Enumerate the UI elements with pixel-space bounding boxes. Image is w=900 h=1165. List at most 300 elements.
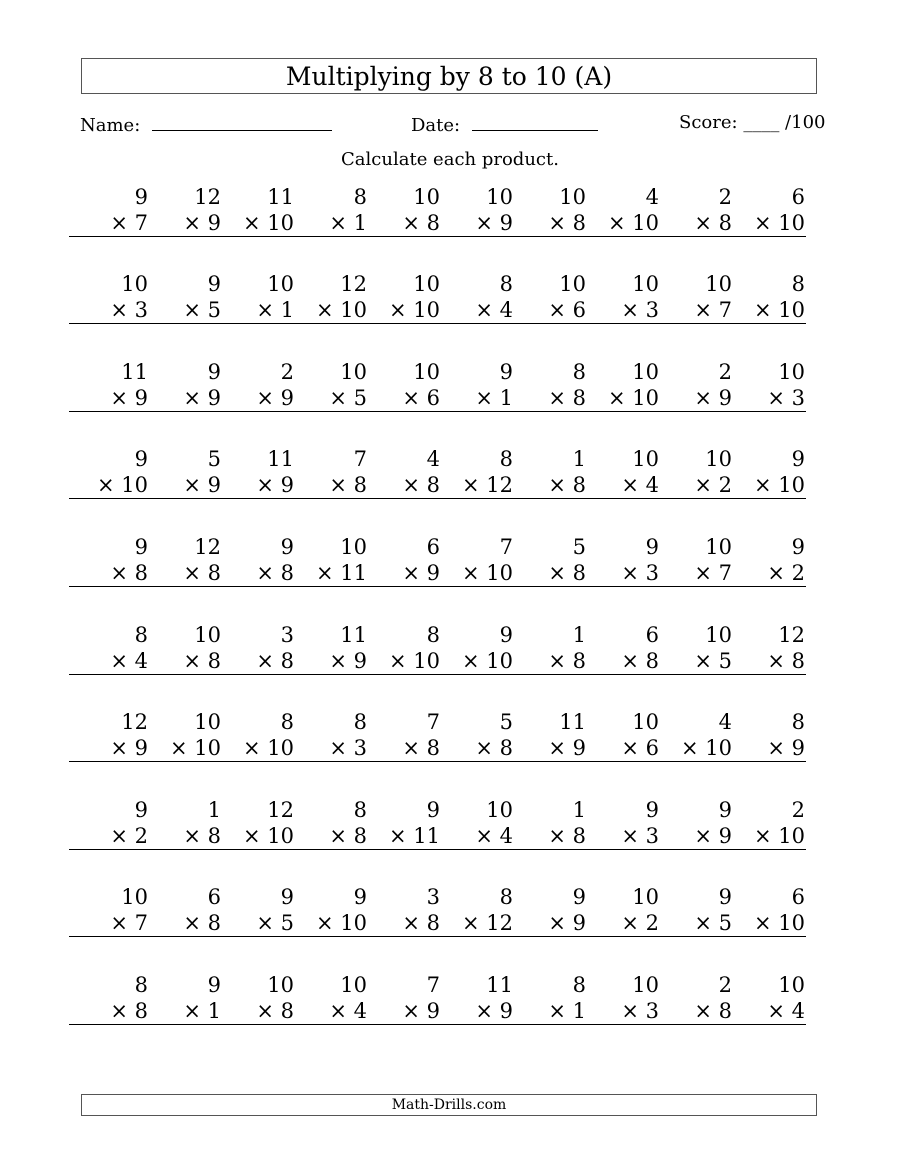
- problem: [434, 797, 514, 855]
- multiplicand: 8: [499, 447, 513, 471]
- problem: [215, 184, 295, 242]
- multiplicand: 8: [134, 973, 148, 997]
- multiplicand: 10: [778, 360, 805, 384]
- score-label: Score:: [679, 112, 738, 133]
- multiplicand: 9: [134, 185, 148, 209]
- multiplicand: 8: [572, 360, 586, 384]
- multiplicand: 9: [499, 623, 513, 647]
- problem: [507, 709, 587, 767]
- multiplier: × 7: [69, 210, 149, 237]
- problem: [142, 359, 222, 417]
- multiplier: × 10: [215, 823, 295, 850]
- multiplier: × 4: [434, 823, 514, 850]
- multiplier: × 5: [288, 385, 368, 412]
- multiplicand: 10: [121, 272, 148, 296]
- multiplicand: 1: [572, 623, 586, 647]
- multiplicand: 10: [121, 885, 148, 909]
- problem: [653, 884, 733, 942]
- multiplicand: 4: [718, 710, 732, 734]
- problem: [288, 797, 368, 855]
- multiplicand: 4: [426, 447, 440, 471]
- problem: [142, 446, 222, 504]
- problem: [69, 184, 149, 242]
- multiplier: × 9: [434, 998, 514, 1025]
- multiplicand: 7: [499, 535, 513, 559]
- problem: [507, 534, 587, 592]
- multiplicand: 8: [572, 973, 586, 997]
- multiplicand: 8: [353, 798, 367, 822]
- multiplier: × 11: [361, 823, 441, 850]
- multiplicand: 11: [559, 710, 586, 734]
- problem: [215, 972, 295, 1030]
- problem: [142, 884, 222, 942]
- multiplicand: 7: [426, 710, 440, 734]
- multiplier: × 5: [142, 297, 222, 324]
- problem: [361, 184, 441, 242]
- multiplicand: 10: [486, 185, 513, 209]
- problem: [69, 622, 149, 680]
- problem: [653, 709, 733, 767]
- multiplicand: 10: [705, 272, 732, 296]
- problem: [142, 184, 222, 242]
- problem: [580, 446, 660, 504]
- multiplier: × 9: [288, 648, 368, 675]
- multiplicand: 11: [121, 360, 148, 384]
- multiplicand: 9: [280, 885, 294, 909]
- problem: [507, 446, 587, 504]
- problem: [288, 446, 368, 504]
- problem: [653, 797, 733, 855]
- multiplier: × 8: [361, 210, 441, 237]
- multiplier: × 10: [69, 472, 149, 499]
- problem: [361, 359, 441, 417]
- multiplicand: 10: [632, 973, 659, 997]
- multiplicand: 10: [194, 623, 221, 647]
- problem: [653, 271, 733, 329]
- multiplicand: 9: [134, 798, 148, 822]
- multiplier: × 1: [434, 385, 514, 412]
- multiplier: × 2: [580, 910, 660, 937]
- multiplicand: 6: [791, 185, 805, 209]
- multiplier: × 8: [142, 560, 222, 587]
- problem: [653, 534, 733, 592]
- problem: [507, 359, 587, 417]
- multiplier: × 9: [142, 385, 222, 412]
- multiplier: × 10: [726, 823, 806, 850]
- multiplicand: 10: [705, 623, 732, 647]
- problem: [653, 446, 733, 504]
- multiplier: × 7: [653, 297, 733, 324]
- problem: [726, 884, 806, 942]
- problem: [288, 709, 368, 767]
- problem: [434, 709, 514, 767]
- problem: [361, 446, 441, 504]
- problem: [507, 271, 587, 329]
- multiplicand: 2: [718, 185, 732, 209]
- problem: [726, 184, 806, 242]
- multiplicand: 11: [486, 973, 513, 997]
- multiplicand: 9: [353, 885, 367, 909]
- multiplicand: 10: [340, 360, 367, 384]
- problem: [69, 972, 149, 1030]
- multiplicand: 9: [207, 272, 221, 296]
- multiplicand: 6: [645, 623, 659, 647]
- problem: [726, 446, 806, 504]
- multiplicand: 10: [705, 535, 732, 559]
- multiplicand: 10: [194, 710, 221, 734]
- problem: [434, 359, 514, 417]
- problem: [288, 359, 368, 417]
- problem: [215, 622, 295, 680]
- multiplicand: 6: [426, 535, 440, 559]
- multiplicand: 10: [340, 973, 367, 997]
- problem: [580, 184, 660, 242]
- footer-credit: Math-Drills.com: [81, 1094, 817, 1116]
- multiplier: × 10: [215, 735, 295, 762]
- multiplicand: 12: [778, 623, 805, 647]
- multiplier: × 8: [215, 998, 295, 1025]
- problem: [215, 709, 295, 767]
- multiplicand: 10: [632, 272, 659, 296]
- multiplicand: 7: [426, 973, 440, 997]
- problem: [580, 884, 660, 942]
- multiplicand: 10: [632, 447, 659, 471]
- problem: [69, 709, 149, 767]
- problem: [361, 271, 441, 329]
- multiplier: × 8: [142, 910, 222, 937]
- multiplicand: 10: [486, 798, 513, 822]
- multiplicand: 11: [267, 185, 294, 209]
- problem: [726, 709, 806, 767]
- problem: [142, 271, 222, 329]
- multiplier: × 5: [653, 648, 733, 675]
- worksheet-title: Multiplying by 8 to 10 (A): [81, 58, 817, 94]
- multiplier: × 8: [580, 648, 660, 675]
- problem: [288, 972, 368, 1030]
- problem: [726, 271, 806, 329]
- multiplier: × 8: [653, 210, 733, 237]
- multiplicand: 9: [791, 447, 805, 471]
- multiplicand: 10: [632, 360, 659, 384]
- problem: [580, 271, 660, 329]
- problem: [507, 622, 587, 680]
- problem: [726, 972, 806, 1030]
- multiplicand: 10: [413, 360, 440, 384]
- multiplier: × 8: [434, 735, 514, 762]
- multiplicand: 10: [559, 272, 586, 296]
- multiplicand: 10: [413, 272, 440, 296]
- multiplier: × 9: [142, 472, 222, 499]
- multiplier: × 4: [288, 998, 368, 1025]
- multiplier: × 8: [288, 823, 368, 850]
- multiplier: × 10: [142, 735, 222, 762]
- problem: [580, 622, 660, 680]
- multiplicand: 8: [353, 185, 367, 209]
- multiplier: × 3: [726, 385, 806, 412]
- problem: [580, 709, 660, 767]
- multiplicand: 10: [340, 535, 367, 559]
- multiplicand: 10: [632, 710, 659, 734]
- multiplier: × 9: [215, 472, 295, 499]
- multiplier: × 8: [69, 998, 149, 1025]
- problem: [653, 359, 733, 417]
- multiplier: × 6: [361, 385, 441, 412]
- multiplicand: 9: [134, 447, 148, 471]
- multiplier: × 10: [580, 385, 660, 412]
- name-label: Name:: [80, 115, 141, 136]
- multiplier: × 9: [653, 385, 733, 412]
- multiplier: × 4: [580, 472, 660, 499]
- multiplier: × 7: [653, 560, 733, 587]
- multiplicand: 10: [267, 973, 294, 997]
- multiplicand: 9: [718, 885, 732, 909]
- problem: [580, 797, 660, 855]
- multiplier: × 8: [215, 560, 295, 587]
- multiplier: × 3: [580, 560, 660, 587]
- problem: [580, 972, 660, 1030]
- problem: [434, 271, 514, 329]
- problem: [361, 709, 441, 767]
- multiplier: × 10: [434, 648, 514, 675]
- multiplicand: 9: [572, 885, 586, 909]
- multiplier: × 2: [726, 560, 806, 587]
- multiplier: × 9: [215, 385, 295, 412]
- problem: [434, 884, 514, 942]
- multiplier: × 2: [69, 823, 149, 850]
- problem: [142, 622, 222, 680]
- multiplier: × 1: [142, 998, 222, 1025]
- problem: [215, 271, 295, 329]
- multiplier: × 8: [288, 472, 368, 499]
- multiplier: × 9: [434, 210, 514, 237]
- multiplier: × 9: [69, 735, 149, 762]
- multiplier: × 10: [361, 297, 441, 324]
- multiplier: × 3: [580, 823, 660, 850]
- multiplier: × 8: [507, 385, 587, 412]
- multiplier: × 10: [726, 210, 806, 237]
- problem: [434, 184, 514, 242]
- multiplier: × 10: [288, 297, 368, 324]
- multiplier: × 1: [507, 998, 587, 1025]
- problem: [361, 972, 441, 1030]
- problem: [215, 359, 295, 417]
- multiplier: × 8: [507, 560, 587, 587]
- multiplier: × 5: [653, 910, 733, 937]
- multiplicand: 1: [572, 447, 586, 471]
- multiplier: × 6: [507, 297, 587, 324]
- problem: [434, 534, 514, 592]
- multiplicand: 8: [499, 272, 513, 296]
- multiplier: × 8: [507, 648, 587, 675]
- problem: [361, 797, 441, 855]
- problem: [69, 271, 149, 329]
- multiplicand: 9: [207, 360, 221, 384]
- problem: [507, 184, 587, 242]
- problem: [580, 359, 660, 417]
- problem: [653, 184, 733, 242]
- multiplier: × 12: [434, 910, 514, 937]
- multiplier: × 3: [580, 297, 660, 324]
- multiplier: × 10: [726, 297, 806, 324]
- problem: [507, 884, 587, 942]
- multiplicand: 8: [426, 623, 440, 647]
- problem: [69, 884, 149, 942]
- problem: [288, 884, 368, 942]
- problem: [361, 884, 441, 942]
- multiplier: × 1: [288, 210, 368, 237]
- multiplier: × 4: [69, 648, 149, 675]
- problem: [69, 797, 149, 855]
- multiplicand: 8: [280, 710, 294, 734]
- multiplier: × 6: [580, 735, 660, 762]
- problem: [288, 534, 368, 592]
- multiplicand: 9: [134, 535, 148, 559]
- multiplier: × 10: [580, 210, 660, 237]
- multiplicand: 9: [280, 535, 294, 559]
- multiplier: × 3: [288, 735, 368, 762]
- problem: [653, 972, 733, 1030]
- multiplicand: 6: [791, 885, 805, 909]
- multiplier: × 9: [361, 998, 441, 1025]
- multiplicand: 3: [426, 885, 440, 909]
- multiplier: × 10: [288, 910, 368, 937]
- multiplicand: 12: [194, 185, 221, 209]
- multiplicand: 9: [791, 535, 805, 559]
- multiplicand: 5: [499, 710, 513, 734]
- problem: [288, 622, 368, 680]
- problem: [726, 534, 806, 592]
- multiplicand: 8: [134, 623, 148, 647]
- multiplicand: 9: [426, 798, 440, 822]
- multiplicand: 10: [559, 185, 586, 209]
- multiplicand: 1: [572, 798, 586, 822]
- multiplier: × 8: [361, 910, 441, 937]
- multiplier: × 10: [726, 472, 806, 499]
- multiplier: × 8: [142, 648, 222, 675]
- multiplicand: 5: [207, 447, 221, 471]
- problem: [142, 972, 222, 1030]
- problem: [580, 534, 660, 592]
- multiplicand: 12: [194, 535, 221, 559]
- problem: [726, 359, 806, 417]
- multiplier: × 8: [653, 998, 733, 1025]
- multiplier: × 3: [580, 998, 660, 1025]
- multiplier: × 9: [653, 823, 733, 850]
- multiplier: × 4: [726, 998, 806, 1025]
- multiplier: × 9: [726, 735, 806, 762]
- score-blank[interactable]: ____: [743, 112, 780, 133]
- multiplicand: 10: [778, 973, 805, 997]
- multiplicand: 8: [791, 710, 805, 734]
- multiplier: × 5: [215, 910, 295, 937]
- multiplicand: 12: [340, 272, 367, 296]
- multiplier: × 1: [215, 297, 295, 324]
- multiplier: × 8: [361, 472, 441, 499]
- problem: [288, 184, 368, 242]
- multiplicand: 6: [207, 885, 221, 909]
- problem: [726, 797, 806, 855]
- multiplicand: 9: [718, 798, 732, 822]
- multiplicand: 12: [121, 710, 148, 734]
- multiplier: × 10: [215, 210, 295, 237]
- multiplier: × 10: [434, 560, 514, 587]
- multiplier: × 10: [726, 910, 806, 937]
- problem: [215, 797, 295, 855]
- multiplicand: 9: [645, 535, 659, 559]
- multiplicand: 1: [207, 798, 221, 822]
- problem: [215, 884, 295, 942]
- problem: [361, 622, 441, 680]
- multiplier: × 10: [653, 735, 733, 762]
- problem: [434, 446, 514, 504]
- multiplier: × 8: [361, 735, 441, 762]
- multiplier: × 12: [434, 472, 514, 499]
- problem: [142, 709, 222, 767]
- multiplicand: 9: [645, 798, 659, 822]
- multiplier: × 8: [507, 823, 587, 850]
- problem: [69, 359, 149, 417]
- problem: [69, 446, 149, 504]
- multiplier: × 8: [507, 472, 587, 499]
- problem: [507, 797, 587, 855]
- multiplicand: 10: [267, 272, 294, 296]
- multiplicand: 10: [632, 885, 659, 909]
- score-total: /100: [785, 112, 826, 133]
- multiplicand: 10: [705, 447, 732, 471]
- multiplier: × 4: [434, 297, 514, 324]
- multiplier: × 7: [69, 910, 149, 937]
- problem: [361, 534, 441, 592]
- multiplicand: 10: [413, 185, 440, 209]
- multiplicand: 2: [718, 973, 732, 997]
- multiplier: × 10: [361, 648, 441, 675]
- problem: [288, 271, 368, 329]
- multiplier: × 8: [69, 560, 149, 587]
- multiplicand: 2: [280, 360, 294, 384]
- multiplicand: 9: [207, 973, 221, 997]
- problem: [69, 534, 149, 592]
- problem: [142, 534, 222, 592]
- problem: [507, 972, 587, 1030]
- multiplier: × 9: [69, 385, 149, 412]
- multiplier: × 3: [69, 297, 149, 324]
- multiplicand: 5: [572, 535, 586, 559]
- multiplier: × 8: [726, 648, 806, 675]
- multiplicand: 11: [340, 623, 367, 647]
- instructions: Calculate each product.: [341, 149, 559, 170]
- date-label: Date:: [411, 115, 461, 136]
- multiplier: × 2: [653, 472, 733, 499]
- multiplicand: 11: [267, 447, 294, 471]
- problem: [434, 972, 514, 1030]
- multiplicand: 12: [267, 798, 294, 822]
- problem: [142, 797, 222, 855]
- multiplicand: 7: [353, 447, 367, 471]
- multiplicand: 8: [353, 710, 367, 734]
- problem: [215, 446, 295, 504]
- problem: [653, 622, 733, 680]
- multiplicand: 8: [499, 885, 513, 909]
- multiplicand: 3: [280, 623, 294, 647]
- multiplicand: 2: [791, 798, 805, 822]
- problem: [726, 622, 806, 680]
- multiplicand: 9: [499, 360, 513, 384]
- problem: [434, 622, 514, 680]
- multiplier: × 9: [142, 210, 222, 237]
- problem: [215, 534, 295, 592]
- multiplier: × 9: [507, 910, 587, 937]
- multiplicand: 4: [645, 185, 659, 209]
